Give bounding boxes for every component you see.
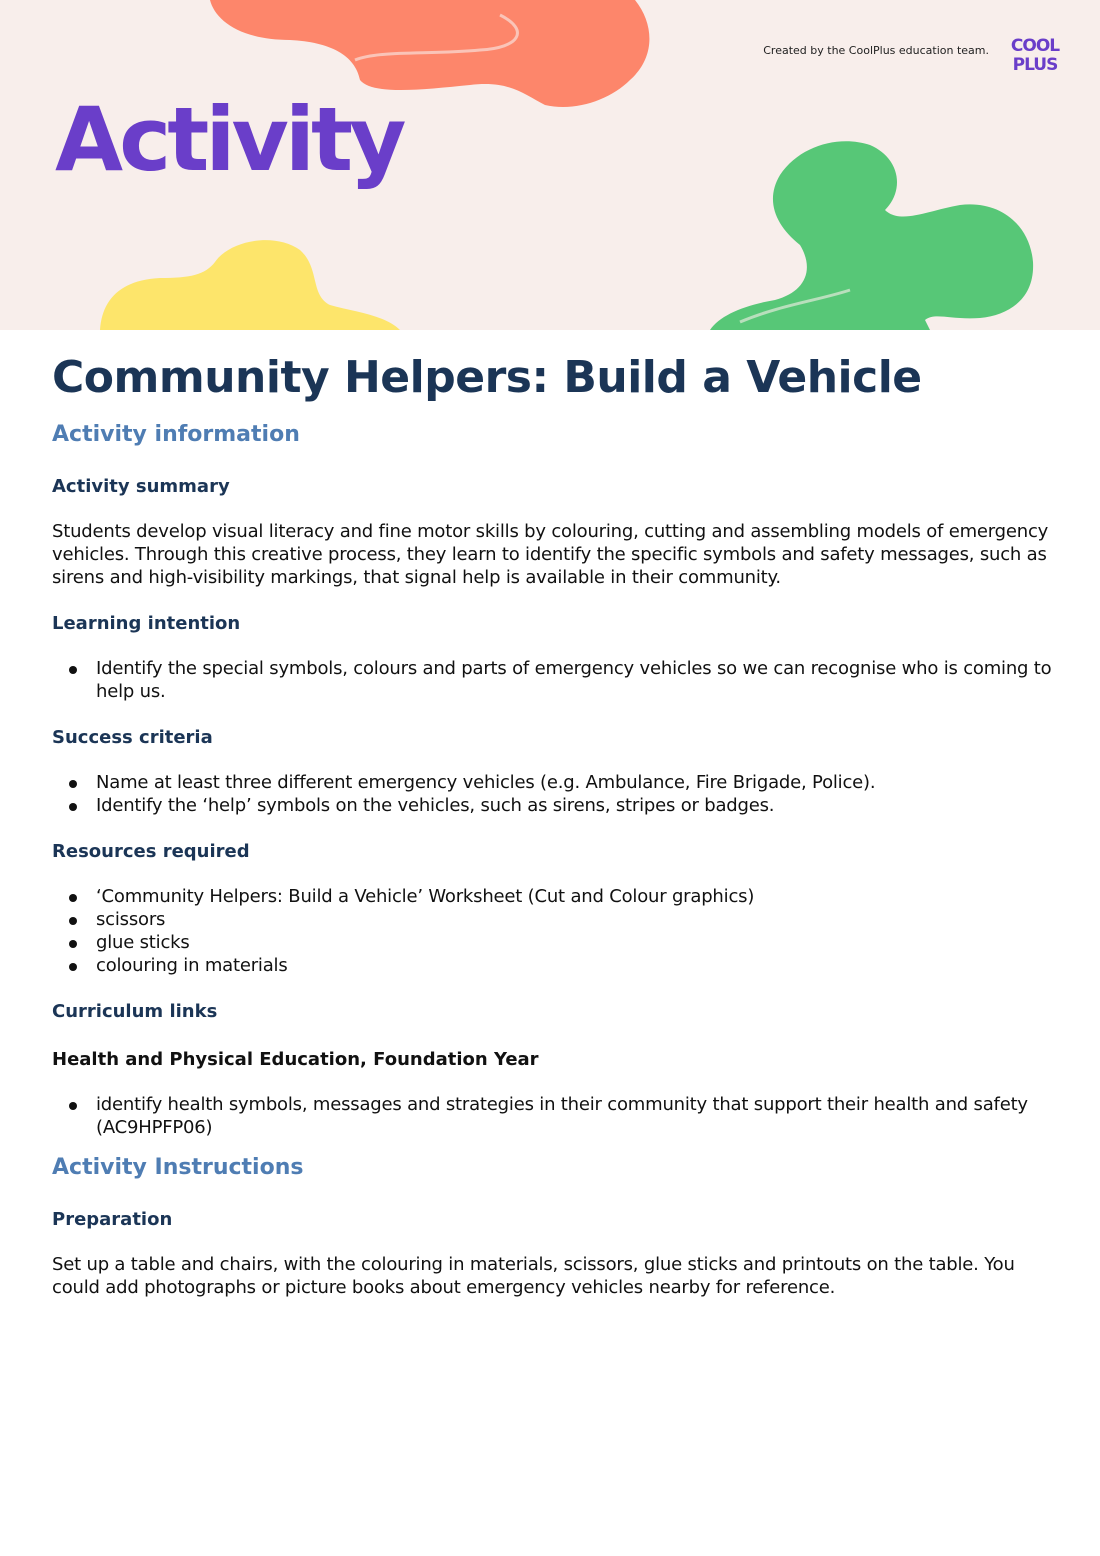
activity-summary-text: Students develop visual literacy and fine motor skills by colouring, cutting and assembling models of emergency vehicles. Through this creative process, they learn to identify the specific symbols and safety messages, such as sirens and high-visibility markings, that signal help is available in their community. (52, 521, 1049, 588)
heading-activity-summary: Activity summary (52, 476, 230, 497)
coolplus-logo (1002, 33, 1068, 73)
credit-text: Created by the CoolPlus education team. (763, 44, 989, 57)
heading-learning-intention: Learning intention (52, 613, 241, 634)
list-item-text: colouring in materials (96, 955, 288, 976)
bullet-icon (69, 803, 77, 811)
list-item-text: glue sticks (96, 932, 190, 953)
heading-curriculum-links: Curriculum links (52, 1001, 218, 1022)
list-item (52, 771, 1052, 794)
svg-text:COOL: COOL (1010, 36, 1060, 56)
header-title: Activity (55, 88, 403, 191)
learning-intention-list (52, 657, 1052, 703)
bullet-icon (69, 940, 77, 948)
heading-curriculum-subject: Health and Physical Education, Foundation Year (52, 1049, 539, 1070)
document-title: Community Helpers: Build a Vehicle (52, 352, 922, 403)
bullet-icon (69, 780, 77, 788)
svg-text:PLUS: PLUS (1012, 55, 1058, 73)
section-heading-activity-information: Activity information (52, 422, 300, 447)
header-banner (0, 0, 1100, 330)
list-item-text: Name at least three different emergency vehicles (e.g. Ambulance, Fire Brigade, Police). (96, 772, 876, 793)
resources-list (52, 885, 1052, 977)
document-body (52, 350, 1052, 1299)
list-item (52, 908, 1052, 931)
preparation-text: Set up a table and chairs, with the colouring in materials, scissors, glue sticks and printouts on the table. You could add photographs or picture books about emergency vehicles nearby for reference. (52, 1254, 1015, 1298)
list-item-text: scissors (96, 909, 166, 930)
list-item-text: Identify the ‘help’ symbols on the vehicles, such as sirens, stripes or badges. (96, 795, 775, 816)
list-item-text: ‘Community Helpers: Build a Vehicle’ Worksheet (Cut and Colour graphics) (96, 886, 755, 907)
yellow-blob (100, 240, 400, 330)
list-item (52, 931, 1052, 954)
list-item (52, 1093, 1052, 1139)
list-item-text: identify health symbols, messages and strategies in their community that support their health and safety (AC9HPFP06) (96, 1094, 1028, 1138)
bullet-icon (69, 666, 77, 674)
list-item-text: Identify the special symbols, colours and parts of emergency vehicles so we can recognise who is coming to help us. (96, 658, 1052, 702)
success-criteria-list (52, 771, 1052, 817)
heading-success-criteria: Success criteria (52, 727, 213, 748)
bullet-icon (69, 917, 77, 925)
bullet-icon (69, 1102, 77, 1110)
green-blob (710, 141, 1033, 330)
heading-preparation: Preparation (52, 1209, 173, 1230)
list-item (52, 657, 1052, 703)
bullet-icon (69, 963, 77, 971)
heading-resources-required: Resources required (52, 841, 250, 862)
list-item (52, 794, 1052, 817)
bullet-icon (69, 894, 77, 902)
list-item (52, 885, 1052, 908)
section-heading-activity-instructions: Activity Instructions (52, 1155, 304, 1180)
list-item (52, 954, 1052, 977)
curriculum-list (52, 1093, 1052, 1139)
